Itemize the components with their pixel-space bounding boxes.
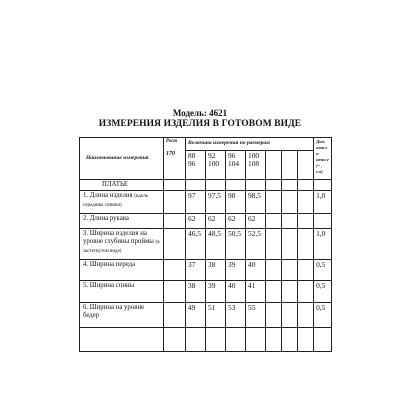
empty-cell xyxy=(246,179,266,191)
empty-cell xyxy=(266,228,282,259)
empty-cell xyxy=(80,328,164,352)
row-name-text: 1. Длина изделия xyxy=(83,192,133,200)
model-number: Модель: 4621 xyxy=(172,108,228,118)
size-top: 88 xyxy=(188,151,196,161)
empty-cell xyxy=(266,281,282,302)
table-row xyxy=(80,281,332,302)
empty-cell xyxy=(164,328,186,352)
row-name xyxy=(80,228,164,259)
document-header xyxy=(0,108,400,130)
size-value: 51 xyxy=(206,302,226,328)
empty-cell xyxy=(282,281,298,302)
empty-cell xyxy=(226,179,246,191)
row-name: 4. Ширина переда xyxy=(80,259,164,280)
table-row xyxy=(80,228,332,259)
row-name: 5. Ширина спины xyxy=(80,281,164,302)
empty-cell xyxy=(282,179,298,191)
empty-cell xyxy=(266,151,282,180)
row-note: (вдоль середины спинки) xyxy=(83,194,149,209)
tolerance-value xyxy=(314,213,332,228)
size-bottom: 100 xyxy=(208,159,220,169)
size-value: 48,5 xyxy=(206,228,226,259)
empty-cell xyxy=(266,259,282,280)
size-value: 62 xyxy=(226,213,246,228)
size-header-cell xyxy=(186,151,206,180)
empty-cell xyxy=(266,302,282,328)
empty-row xyxy=(80,328,332,352)
empty-cell xyxy=(186,179,206,191)
size-value: 98 xyxy=(226,191,246,213)
size-bottom: 96 xyxy=(188,159,196,169)
size-top: 96 xyxy=(228,151,236,161)
empty-cell xyxy=(164,302,186,328)
table-row xyxy=(80,213,332,228)
empty-cell xyxy=(314,179,332,191)
empty-cell xyxy=(266,179,282,191)
empty-cell xyxy=(266,213,282,228)
measurement-table xyxy=(79,137,332,352)
table-header-row xyxy=(80,138,332,151)
rost-value: 170 xyxy=(166,151,175,157)
empty-cell xyxy=(298,259,314,280)
row-name-text: 3. Ширина изделия на уровне глубины проймы xyxy=(83,229,154,245)
empty-cell xyxy=(164,213,186,228)
size-value: 62 xyxy=(206,213,226,228)
size-value: 46,5 xyxy=(186,228,206,259)
size-value: 55 xyxy=(246,302,266,328)
size-header-cell xyxy=(206,151,226,180)
column-header-size-group: Величина измерения по размерам xyxy=(186,138,314,151)
tolerance-value: 1,0 xyxy=(314,191,332,213)
empty-cell xyxy=(266,328,282,352)
table-row xyxy=(80,302,332,328)
table-row xyxy=(80,191,332,213)
empty-cell xyxy=(164,281,186,302)
column-header-tolerance: Доп. откл о-нени е (+ ,-см) xyxy=(314,138,332,180)
section-row xyxy=(80,179,332,191)
empty-cell xyxy=(226,328,246,352)
size-bottom: 108 xyxy=(248,159,260,169)
tolerance-value: 0,5 xyxy=(314,259,332,280)
row-name xyxy=(80,191,164,213)
size-value: 49 xyxy=(186,302,206,328)
empty-cell xyxy=(282,213,298,228)
empty-cell xyxy=(164,179,186,191)
empty-cell xyxy=(298,302,314,328)
row-name: 6. Ширина на уровне бедер xyxy=(80,302,164,328)
table-row xyxy=(80,259,332,280)
empty-cell xyxy=(206,179,226,191)
size-value: 40 xyxy=(246,259,266,280)
size-value: 52,5 xyxy=(246,228,266,259)
size-header-cell xyxy=(226,151,246,180)
empty-cell xyxy=(298,179,314,191)
empty-cell xyxy=(164,259,186,280)
size-value: 37 xyxy=(186,259,206,280)
size-value: 40 xyxy=(226,281,246,302)
size-value: 38 xyxy=(206,259,226,280)
empty-cell xyxy=(282,302,298,328)
empty-cell xyxy=(298,228,314,259)
size-header-cell xyxy=(246,151,266,180)
size-value: 62 xyxy=(186,213,206,228)
size-bottom: 104 xyxy=(228,159,240,169)
size-value: 53 xyxy=(226,302,246,328)
size-value: 38 xyxy=(186,281,206,302)
document-title: ИЗМЕРЕНИЯ ИЗДЕЛИЯ В ГОТОВОМ ВИДЕ xyxy=(98,119,302,129)
size-top: 92 xyxy=(208,151,216,161)
column-header-rost xyxy=(164,138,186,180)
empty-cell xyxy=(298,151,314,180)
size-value: 98,5 xyxy=(246,191,266,213)
empty-cell xyxy=(164,191,186,213)
size-top: 100 xyxy=(248,151,260,161)
tolerance-value: 0,5 xyxy=(314,281,332,302)
empty-cell xyxy=(246,328,266,352)
size-value: 41 xyxy=(246,281,266,302)
rost-label: Рост xyxy=(166,139,178,144)
tolerance-value: 0,5 xyxy=(314,302,332,328)
empty-cell xyxy=(206,328,226,352)
empty-cell xyxy=(298,328,314,352)
empty-cell xyxy=(186,328,206,352)
size-value: 39 xyxy=(226,259,246,280)
column-header-name: Наименование измерения xyxy=(80,138,164,180)
empty-cell xyxy=(282,328,298,352)
empty-cell xyxy=(314,328,332,352)
row-name: 2. Длина рукава xyxy=(80,213,164,228)
empty-cell xyxy=(164,228,186,259)
tolerance-value: 1,0 xyxy=(314,228,332,259)
empty-cell xyxy=(282,191,298,213)
empty-cell xyxy=(266,191,282,213)
section-label: ПЛАТЬЕ xyxy=(80,179,164,191)
empty-cell xyxy=(282,259,298,280)
size-value: 62 xyxy=(246,213,266,228)
empty-cell xyxy=(298,281,314,302)
empty-cell xyxy=(298,191,314,213)
size-value: 39 xyxy=(206,281,226,302)
empty-cell xyxy=(298,213,314,228)
empty-cell xyxy=(282,228,298,259)
size-value: 97,5 xyxy=(206,191,226,213)
size-value: 97 xyxy=(186,191,206,213)
empty-cell xyxy=(282,151,298,180)
row-note: (в застегнутом виде) xyxy=(83,239,160,254)
size-value: 50,5 xyxy=(226,228,246,259)
